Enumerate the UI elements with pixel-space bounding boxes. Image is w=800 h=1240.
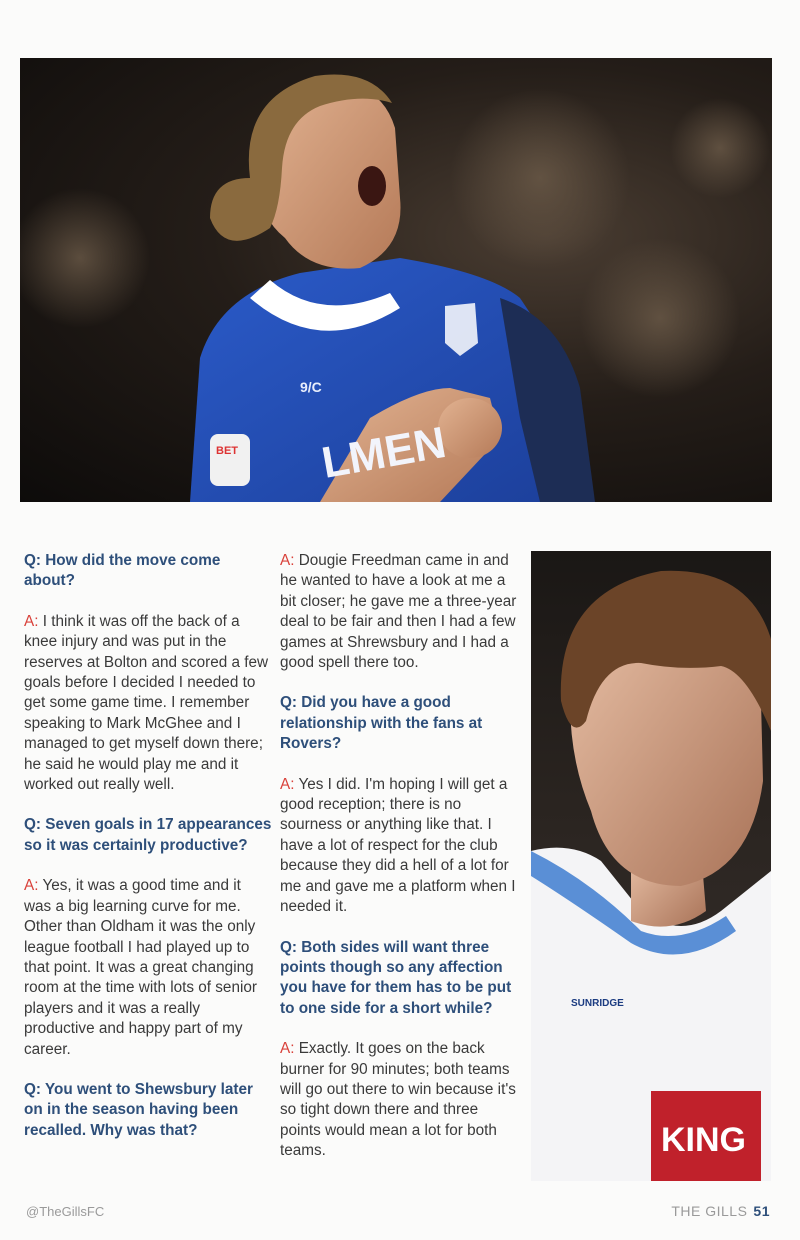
side-photo-illustration — [531, 551, 771, 1181]
svg-text:KING: KING — [661, 1121, 746, 1159]
question-goals — [24, 815, 272, 856]
publication-name: THE GILLS — [671, 1203, 748, 1219]
answer-text: Exactly. It goes on the back burner for 90 minutes; both teams will go out there to win because it's so tight down there and three points would mean a lot for both teams. — [280, 1040, 516, 1160]
answer-shrewsbury — [280, 551, 520, 673]
answer-goals — [24, 876, 272, 1060]
answer-tag: A: — [24, 612, 39, 630]
question-text: Seven goals in 17 appearances so it was certainly productive? — [24, 816, 272, 854]
question-tag: Q: — [24, 1080, 41, 1098]
question-shrewsbury — [24, 1080, 272, 1141]
answer-fans — [280, 775, 520, 918]
answer-text: Yes I did. I'm hoping I will get a good reception; there is no sourness or anything like that. I have a lot of respect for the club because they did a hell of a lot for me and gave me a platform when I needed it. — [280, 775, 516, 916]
answer-tag: A: — [280, 1040, 295, 1058]
svg-text:SUNRIDGE: SUNRIDGE — [571, 998, 624, 1009]
question-tag: Q: — [280, 694, 297, 712]
answer-text: I think it was off the back of a knee injury and was put in the reserves at Bolton and scored a few goals before I decided I needed to get some game time. I remember speaking to Mark McGhee and I managed to get myself down there; he said he would play me and it worked out really well. — [24, 612, 269, 794]
question-move — [24, 551, 272, 592]
answer-tag: A: — [24, 877, 39, 895]
page-number: 51 — [753, 1203, 770, 1219]
answer-tag: A: — [280, 775, 295, 793]
question-text: You went to Shewsbury later on in the season having been recalled. Why was that? — [24, 1080, 253, 1139]
question-tag: Q: — [24, 552, 41, 569]
side-photo-player-portrait — [531, 551, 771, 1181]
hero-photo-illustration — [20, 58, 772, 502]
answer-text: Dougie Freedman came in and he wanted to have a look at me a bit closer; he gave me a three-year deal to be fair and then I had a few games at Shrewsbury and I had a good spell there too. — [280, 552, 517, 672]
question-three-points — [280, 938, 520, 1020]
interview-column-middle — [280, 551, 520, 1182]
question-text: Did you have a good relationship with the fans at Rovers? — [280, 694, 483, 753]
answer-three-points — [280, 1039, 520, 1161]
question-text: How did the move come about? — [24, 552, 221, 590]
svg-text:9/C: 9/C — [300, 379, 322, 395]
answer-move — [24, 612, 272, 796]
svg-text:BET: BET — [216, 445, 238, 457]
question-fans — [280, 693, 520, 754]
interview-column-left — [24, 551, 272, 1161]
twitter-handle: @TheGillsFC — [26, 1204, 105, 1219]
question-tag: Q: — [280, 938, 297, 956]
hero-photo-celebrating-player — [20, 58, 772, 502]
answer-tag: A: — [280, 552, 295, 569]
svg-text:LMEN: LMEN — [318, 417, 450, 488]
page-footer — [671, 1203, 770, 1219]
question-tag: Q: — [24, 816, 41, 834]
answer-text: Yes, it was a good time and it was a big learning curve for me. Other than Oldham it was the only league football I had played up to that point. It was a great changing room at the time with lots of senior players and it was a really productive and happy part of my career. — [24, 877, 257, 1058]
question-text: Both sides will want three points though so any affection you have for them has to be put to one side for a short while? — [280, 938, 512, 1017]
